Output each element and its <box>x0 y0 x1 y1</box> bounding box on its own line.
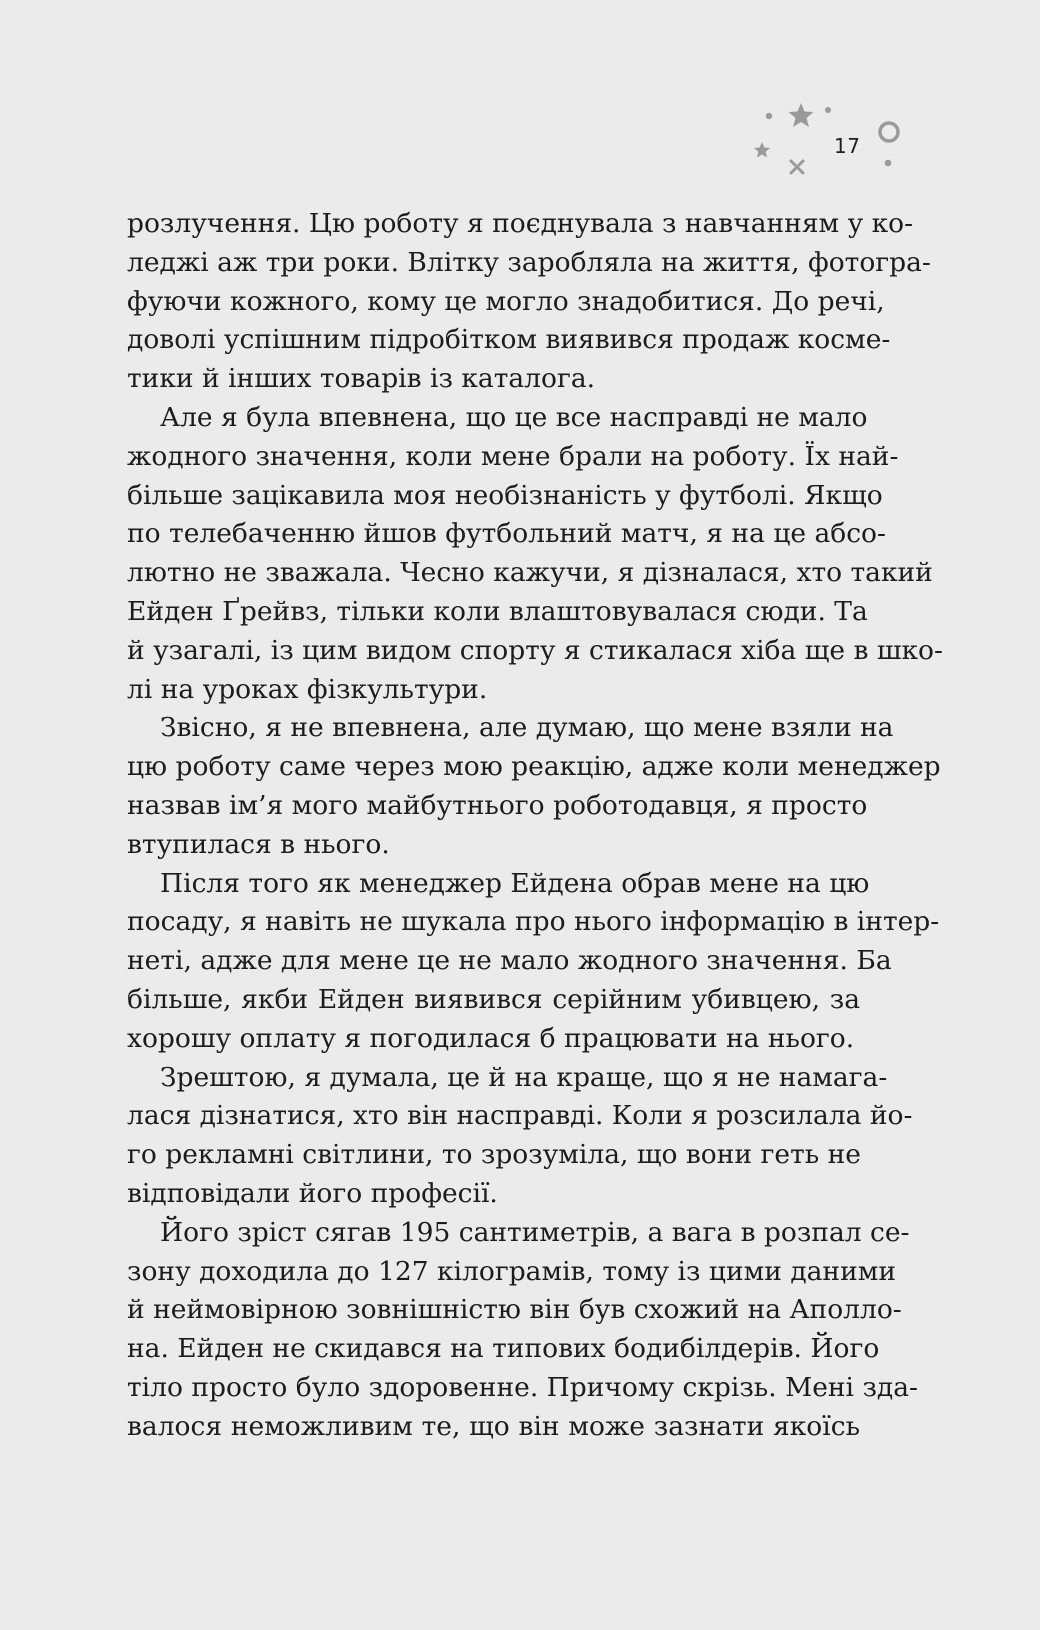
text-line: лютно не зважала. Чесно кажучи, я дізналася, хто такий <box>127 557 933 589</box>
text-line: лі на уроках фізкультури. <box>127 673 488 705</box>
text-line: го рекламні світлини, то зрозуміла, що вони геть не <box>127 1139 861 1171</box>
text-line: Ейден Ґрейвз, тільки коли влаштовувалася сюди. Та <box>127 595 868 627</box>
text-line: втупилася в нього. <box>127 828 390 860</box>
text-line: хорошу оплату я погодилася б працювати на нього. <box>127 1022 855 1054</box>
dot-icon <box>825 107 831 113</box>
text-line: неті, адже для мене це не мало жодного значення. Ба <box>127 945 892 977</box>
text-line: назвав ім’я мого майбутнього роботодавця, я просто <box>127 789 868 821</box>
cross-icon <box>791 161 803 173</box>
text-line: зону доходила до 127 кілограмів, тому із цими даними <box>127 1255 897 1287</box>
text-line: Зрештою, я думала, це й на краще, що я не намага- <box>160 1061 888 1093</box>
star-icon <box>789 103 814 127</box>
text-line: посаду, я навіть не шукала про нього інформацію в інтер- <box>127 906 940 938</box>
text-line: валося неможливим те, що він може зазнати якоїсь <box>127 1410 860 1442</box>
text-line: й неймовірною зовнішністю він був схожий на Аполло- <box>127 1294 902 1326</box>
text-line: Після того як менеджер Ейдена обрав мене на цю <box>160 867 870 899</box>
text-line: відповідали його професії. <box>127 1177 498 1209</box>
text-line: леджі аж три роки. Влітку заробляла на життя, фотогра- <box>127 246 931 278</box>
text-line: доволі успішним підробітком виявився продаж космe- <box>127 324 891 356</box>
text-line: тики й інших товарів із каталога. <box>127 363 596 395</box>
text-line: по телебаченню йшов футбольний матч, я на це абсо- <box>127 518 886 550</box>
text-line: жодного значення, коли мене брали на роботу. Їх най- <box>127 440 899 472</box>
body-text <box>127 205 943 1447</box>
ring-icon <box>880 123 898 141</box>
page-number: 17 <box>834 134 861 158</box>
dot-icon <box>885 160 892 167</box>
text-line: на. Ейден не скидався на типових бодибілдерів. Його <box>127 1333 880 1365</box>
text-line: лася дізнатися, хто він насправді. Коли я розсилала йо- <box>127 1100 913 1132</box>
text-line: Його зріст сягав 195 сантиметрів, а вага в розпал се- <box>160 1216 910 1248</box>
dot-icon <box>766 113 772 119</box>
text-line: цю роботу саме через мою реакцію, адже коли менеджер <box>127 751 941 783</box>
text-line: фуючи кожного, кому це могло знадобитися. До речі, <box>127 285 885 317</box>
text-line: тіло просто було здоровенне. Причому скрізь. Мені зда- <box>127 1371 918 1403</box>
text-line: й узагалі, із цим видом спорту я стикалася хіба ще в шко- <box>127 634 943 666</box>
text-line: більше, якби Ейден виявився серійним убивцею, за <box>127 983 860 1015</box>
text-line: Але я була впевнена, що це все насправді не мало <box>160 401 868 433</box>
decorative-ornament <box>740 96 910 196</box>
text-line: розлучення. Цю роботу я поєднувала з навчанням у ко- <box>127 208 914 239</box>
text-line: Звісно, я не впевнена, але думаю, що мене взяли на <box>160 712 894 744</box>
star-icon <box>754 142 770 158</box>
text-line: більше зацікавила моя необізнаність у футболі. Якщо <box>127 479 883 511</box>
